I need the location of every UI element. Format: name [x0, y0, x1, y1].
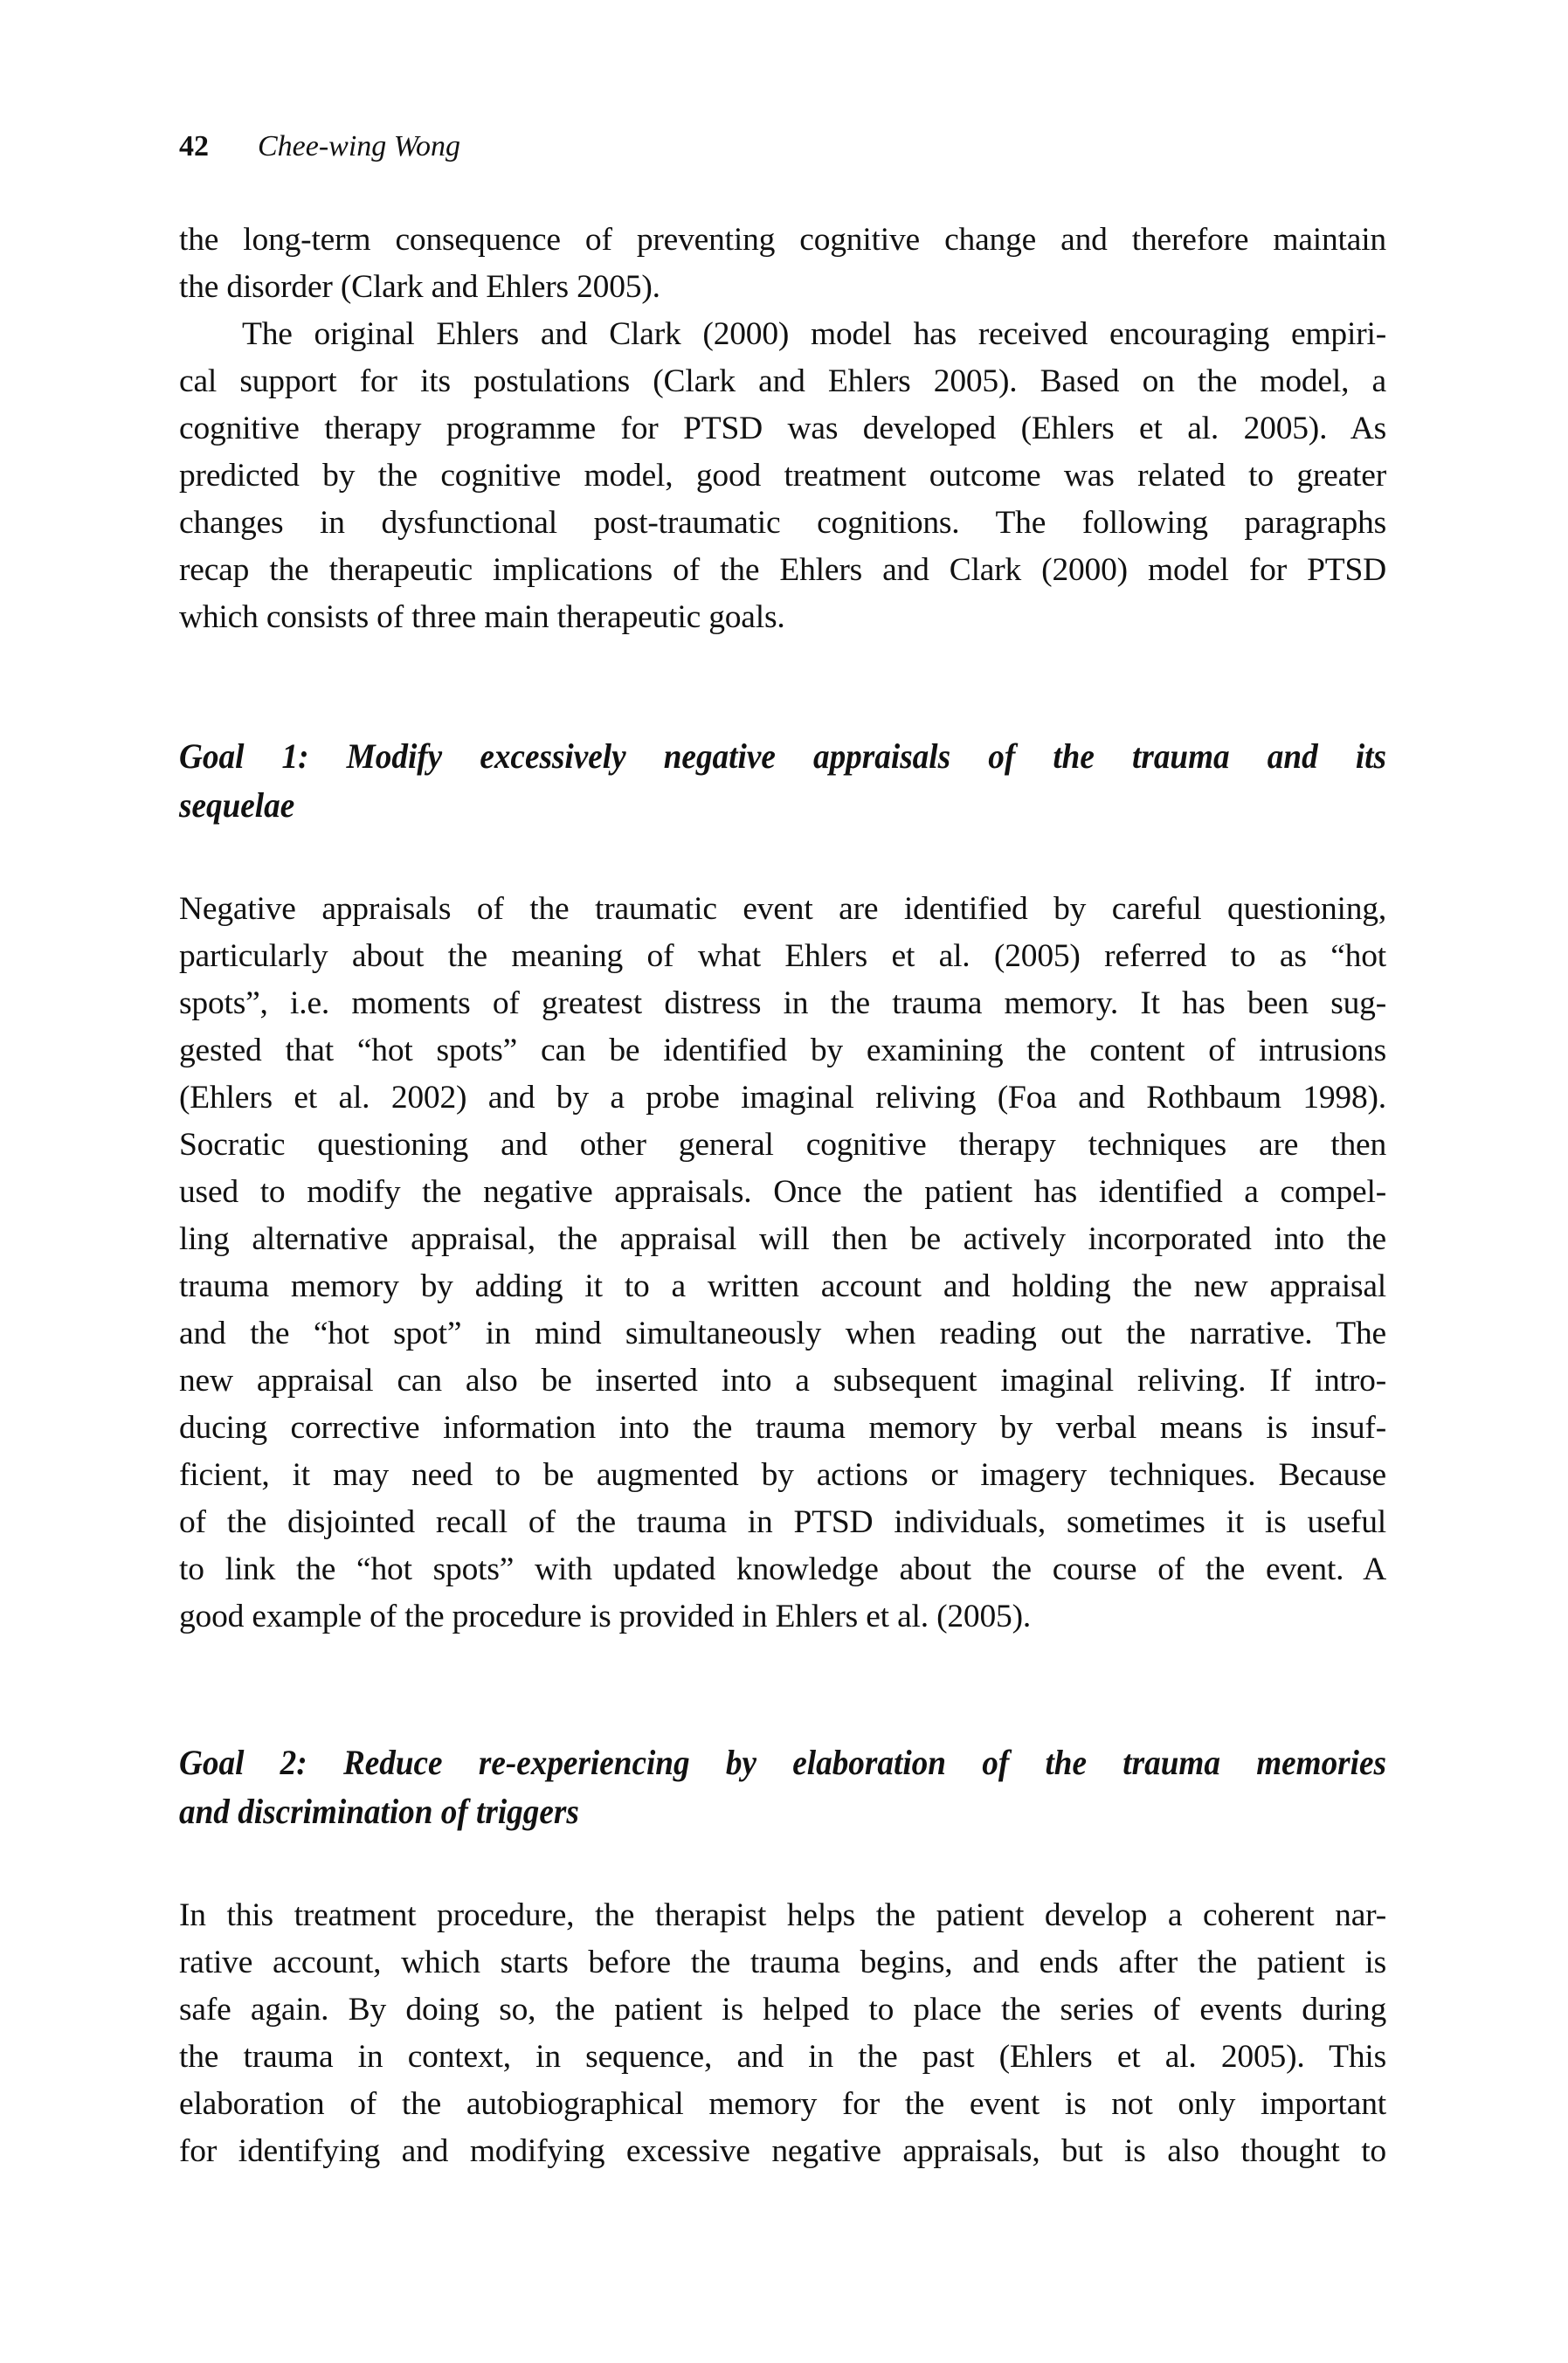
text-line: Socratic questioning and other general cognitive therapy techniques are then	[179, 1127, 1386, 1163]
text-line: Negative appraisals of the traumatic event are identified by careful questioning,	[179, 891, 1386, 927]
text-line: spots”, i.e. moments of greatest distress in the trauma memory. It has been sug-	[179, 985, 1386, 1021]
text-line: particularly about the meaning of what Ehlers et al. (2005) referred to as “hot	[179, 938, 1386, 974]
text-line: (Ehlers et al. 2002) and by a probe imaginal reliving (Foa and Rothbaum 1998).	[179, 1080, 1386, 1116]
text-line: of the disjointed recall of the trauma in PTSD individuals, sometimes it is useful	[179, 1504, 1386, 1540]
text-line: ducing corrective information into the trauma memory by verbal means is insuf-	[179, 1410, 1386, 1446]
page-number: 42	[179, 130, 209, 162]
text-line: used to modify the negative appraisals. Once the patient has identified a compel-	[179, 1174, 1386, 1210]
text-line: In this treatment procedure, the therapist helps the patient develop a coherent nar-	[179, 1897, 1386, 1933]
text-line: new appraisal can also be inserted into a subsequent imaginal reliving. If intro-	[179, 1363, 1386, 1399]
text-line: good example of the procedure is provided in Ehlers et al. (2005).	[179, 1599, 1032, 1634]
heading-line: Goal 1: Modify excessively negative appraisals of the trauma and its	[179, 736, 1386, 776]
text-line: rative account, which starts before the trauma begins, and ends after the patient is	[179, 1945, 1386, 1980]
text-line: to link the “hot spots” with updated knowledge about the course of the event. A	[179, 1551, 1386, 1587]
text-line: elaboration of the autobiographical memory for the event is not only important	[179, 2086, 1386, 2122]
text-line: The original Ehlers and Clark (2000) model has received encouraging empiri-	[242, 316, 1386, 352]
text-line: safe again. By doing so, the patient is helped to place the series of events during	[179, 1992, 1386, 2028]
text-line: and the “hot spot” in mind simultaneously when reading out the narrative. The	[179, 1316, 1386, 1351]
text-line: trauma memory by adding it to a written account and holding the new appraisal	[179, 1268, 1386, 1304]
text-line: recap the therapeutic implications of the Ehlers and Clark (2000) model for PTSD	[179, 552, 1386, 588]
running-head	[179, 129, 460, 164]
text-line: predicted by the cognitive model, good treatment outcome was related to greater	[179, 458, 1386, 494]
text-line: the trauma in context, in sequence, and in the past (Ehlers et al. 2005). This	[179, 2039, 1386, 2075]
text-line: the long-term consequence of preventing cognitive change and therefore maintain	[179, 222, 1386, 258]
heading-line: and discrimination of triggers	[179, 1792, 579, 1831]
text-line: ling alternative appraisal, the appraisal will then be actively incorporated into the	[179, 1221, 1386, 1257]
text-line: cal support for its postulations (Clark and Ehlers 2005). Based on the model, a	[179, 363, 1386, 399]
heading-line: sequelae	[179, 785, 295, 825]
text-line: for identifying and modifying excessive negative appraisals, but is also thought to	[179, 2133, 1386, 2169]
running-head-author: Chee-wing Wong	[258, 130, 461, 162]
text-line: cognitive therapy programme for PTSD was developed (Ehlers et al. 2005). As	[179, 411, 1386, 446]
text-line: gested that “hot spots” can be identified by examining the content of intrusions	[179, 1033, 1386, 1068]
text-line: which consists of three main therapeutic goals.	[179, 599, 785, 635]
text-line: the disorder (Clark and Ehlers 2005).	[179, 269, 660, 305]
heading-line: Goal 2: Reduce re-experiencing by elaboration of the trauma memories	[179, 1743, 1386, 1782]
text-line: changes in dysfunctional post-traumatic cognitions. The following paragraphs	[179, 505, 1386, 541]
text-line: ficient, it may need to be augmented by actions or imagery techniques. Because	[179, 1457, 1386, 1493]
